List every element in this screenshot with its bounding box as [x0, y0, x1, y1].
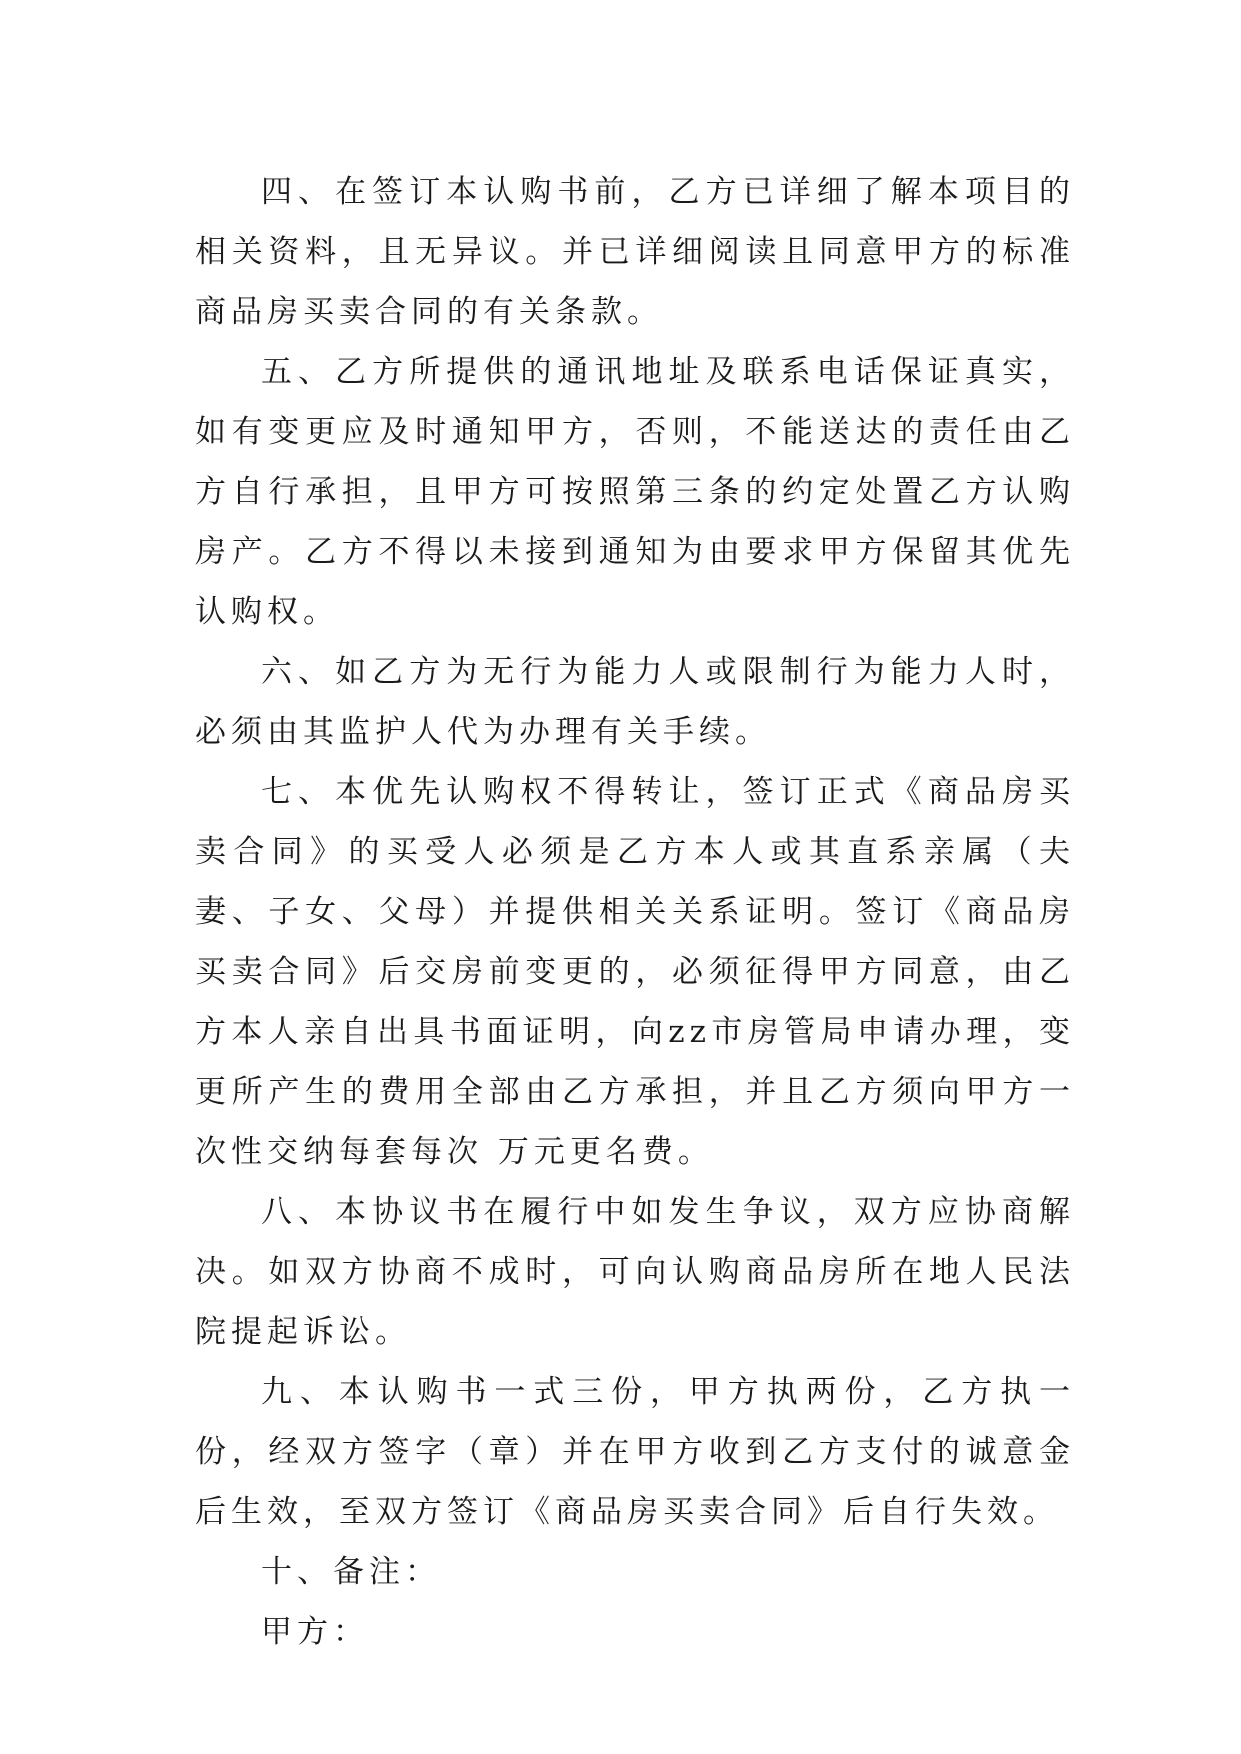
- clause-7-paragraph: 七、本优先认购权不得转让，签订正式《商品房买卖合同》的买受人必须是乙方本人或其直系亲属（夫妻、子女、父母）并提供相关关系证明。签订《商品房买卖合同》后交房前变更的，必须征得甲方同意，由乙方本人亲自出具书面证明，向zz市房管局申请办理，变更所产生的费用全部由乙方承担，并且乙方须向甲方一次性交纳每套每次 万元更名费。: [195, 774, 1075, 1170]
- document-body: [195, 162, 1075, 1662]
- clause-8-paragraph: 八、本协议书在履行中如发生争议，双方应协商解决。如双方协商不成时，可向认购商品房所在地人民法院提起诉讼。: [195, 1194, 1075, 1350]
- clause-10-remarks: 十、备注：: [261, 1554, 441, 1590]
- clause-5-paragraph: 五、乙方所提供的通讯地址及联系电话保证真实，如有变更应及时通知甲方，否则，不能送达的责任由乙方自行承担，且甲方可按照第三条的约定处置乙方认购房产。乙方不得以未接到通知为由要求甲方保留其优先认购权。: [195, 354, 1075, 630]
- party-a-signature-label: 甲方：: [261, 1614, 369, 1650]
- clause-9-paragraph: 九、本认购书一式三份，甲方执两份，乙方执一份，经双方签字（章）并在甲方收到乙方支付的诚意金后生效，至双方签订《商品房买卖合同》后自行失效。: [195, 1374, 1075, 1530]
- clause-4-paragraph: 四、在签订本认购书前，乙方已详细了解本项目的相关资料，且无异议。并已详细阅读且同意甲方的标准商品房买卖合同的有关条款。: [195, 174, 1075, 330]
- clause-6-paragraph: 六、如乙方为无行为能力人或限制行为能力人时，必须由其监护人代为办理有关手续。: [195, 654, 1075, 750]
